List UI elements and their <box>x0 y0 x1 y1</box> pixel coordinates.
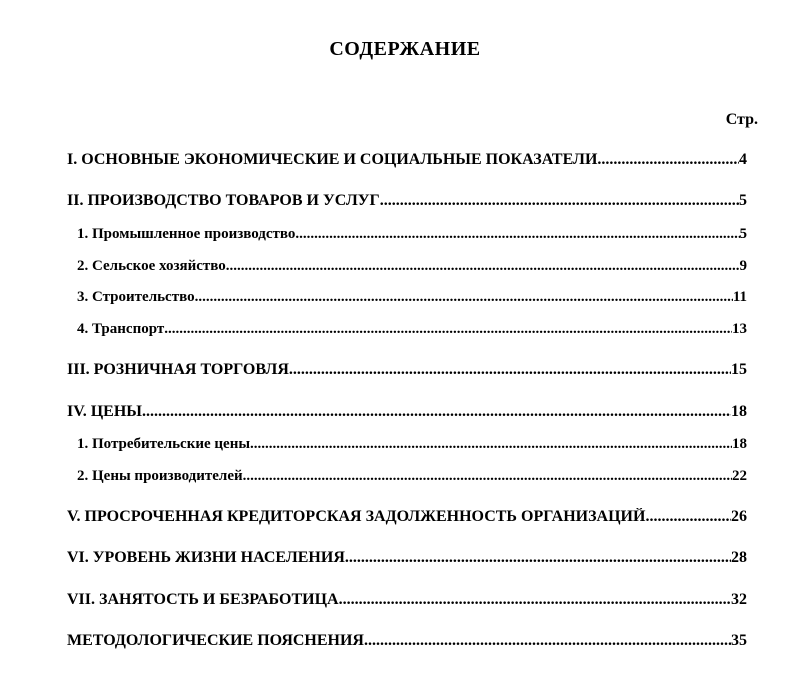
toc-entry-page: 5 <box>739 192 747 209</box>
toc-entry-label: 2. Сельское хозяйство <box>77 258 226 274</box>
toc-entry-label: 4. Транспорт <box>77 321 165 337</box>
toc-entry[interactable] <box>67 508 747 526</box>
toc-subentry[interactable] <box>77 468 747 485</box>
toc-dot-leader <box>164 321 732 338</box>
toc-dot-leader <box>250 436 732 453</box>
toc-entry-page: 9 <box>739 258 747 274</box>
toc-entry-label: IV. ЦЕНЫ <box>67 403 142 420</box>
toc-dot-leader <box>645 508 731 526</box>
toc-entry-label: 3. Строительство <box>77 289 195 305</box>
toc-entry[interactable] <box>67 632 747 650</box>
toc-entry-label: VII. ЗАНЯТОСТЬ И БЕЗРАБОТИЦА <box>67 591 339 608</box>
toc-entry-page: 22 <box>732 468 747 484</box>
toc-dot-leader <box>339 591 731 609</box>
toc-dot-leader <box>295 226 739 243</box>
toc-entry-page: 15 <box>731 361 747 378</box>
toc-dot-leader <box>226 258 740 275</box>
toc-subentry[interactable] <box>77 436 747 453</box>
toc-entry[interactable] <box>67 403 747 421</box>
page-title: СОДЕРЖАНИЕ <box>329 38 481 60</box>
toc-entry-label: 1. Потребительские цены <box>77 436 251 452</box>
toc-entry[interactable] <box>67 549 747 567</box>
page-column-header: Стр. <box>725 111 758 128</box>
toc-entry-page: 13 <box>732 321 747 337</box>
toc-entry-page: 18 <box>732 436 747 452</box>
toc-entry-label: 2. Цены производителей <box>77 468 243 484</box>
toc-subentry[interactable] <box>77 289 747 306</box>
toc-entry-label: VI. УРОВЕНЬ ЖИЗНИ НАСЕЛЕНИЯ <box>67 549 345 566</box>
toc-subentry[interactable] <box>77 321 747 338</box>
toc-entry-page: 32 <box>731 591 747 608</box>
toc-entry-page: 5 <box>739 226 747 242</box>
toc-entry-page: 18 <box>731 403 747 420</box>
toc-entry-label: II. ПРОИЗВОДСТВО ТОВАРОВ И УСЛУГ <box>67 192 380 209</box>
toc-dot-leader <box>243 468 732 485</box>
toc-entry-page: 4 <box>739 151 747 168</box>
toc-entry-label: III. РОЗНИЧНАЯ ТОРГОВЛЯ <box>67 361 289 378</box>
toc-dot-leader <box>289 361 731 379</box>
toc-dot-leader <box>380 192 739 210</box>
toc-dot-leader <box>364 632 731 650</box>
toc-entry-label: I. ОСНОВНЫЕ ЭКОНОМИЧЕСКИЕ И СОЦИАЛЬНЫЕ ПОКАЗАТЕЛИ <box>67 151 598 168</box>
toc-entry-page: 11 <box>732 289 747 305</box>
toc-subentry[interactable] <box>77 226 747 243</box>
toc-entry-page: 35 <box>731 632 747 649</box>
toc-entry[interactable] <box>67 361 747 379</box>
toc-entry-label: V. ПРОСРОЧЕННАЯ КРЕДИТОРСКАЯ ЗАДОЛЖЕННОСТЬ ОРГАНИЗАЦИЙ <box>67 508 646 525</box>
toc-dot-leader <box>345 549 731 567</box>
toc-entry[interactable] <box>67 192 747 210</box>
toc-entry-label: МЕТОДОЛОГИЧЕСКИЕ ПОЯСНЕНИЯ <box>67 632 364 649</box>
toc-dot-leader <box>142 403 731 421</box>
toc-entry-page: 28 <box>731 549 747 566</box>
toc-entry-label: 1. Промышленное производство <box>77 226 296 242</box>
toc-entry-page: 26 <box>731 508 747 525</box>
toc-entry[interactable] <box>67 151 747 169</box>
toc-dot-leader <box>597 151 739 169</box>
toc-subentry[interactable] <box>77 258 747 275</box>
toc-entry[interactable] <box>67 591 747 609</box>
toc-dot-leader <box>195 289 733 306</box>
